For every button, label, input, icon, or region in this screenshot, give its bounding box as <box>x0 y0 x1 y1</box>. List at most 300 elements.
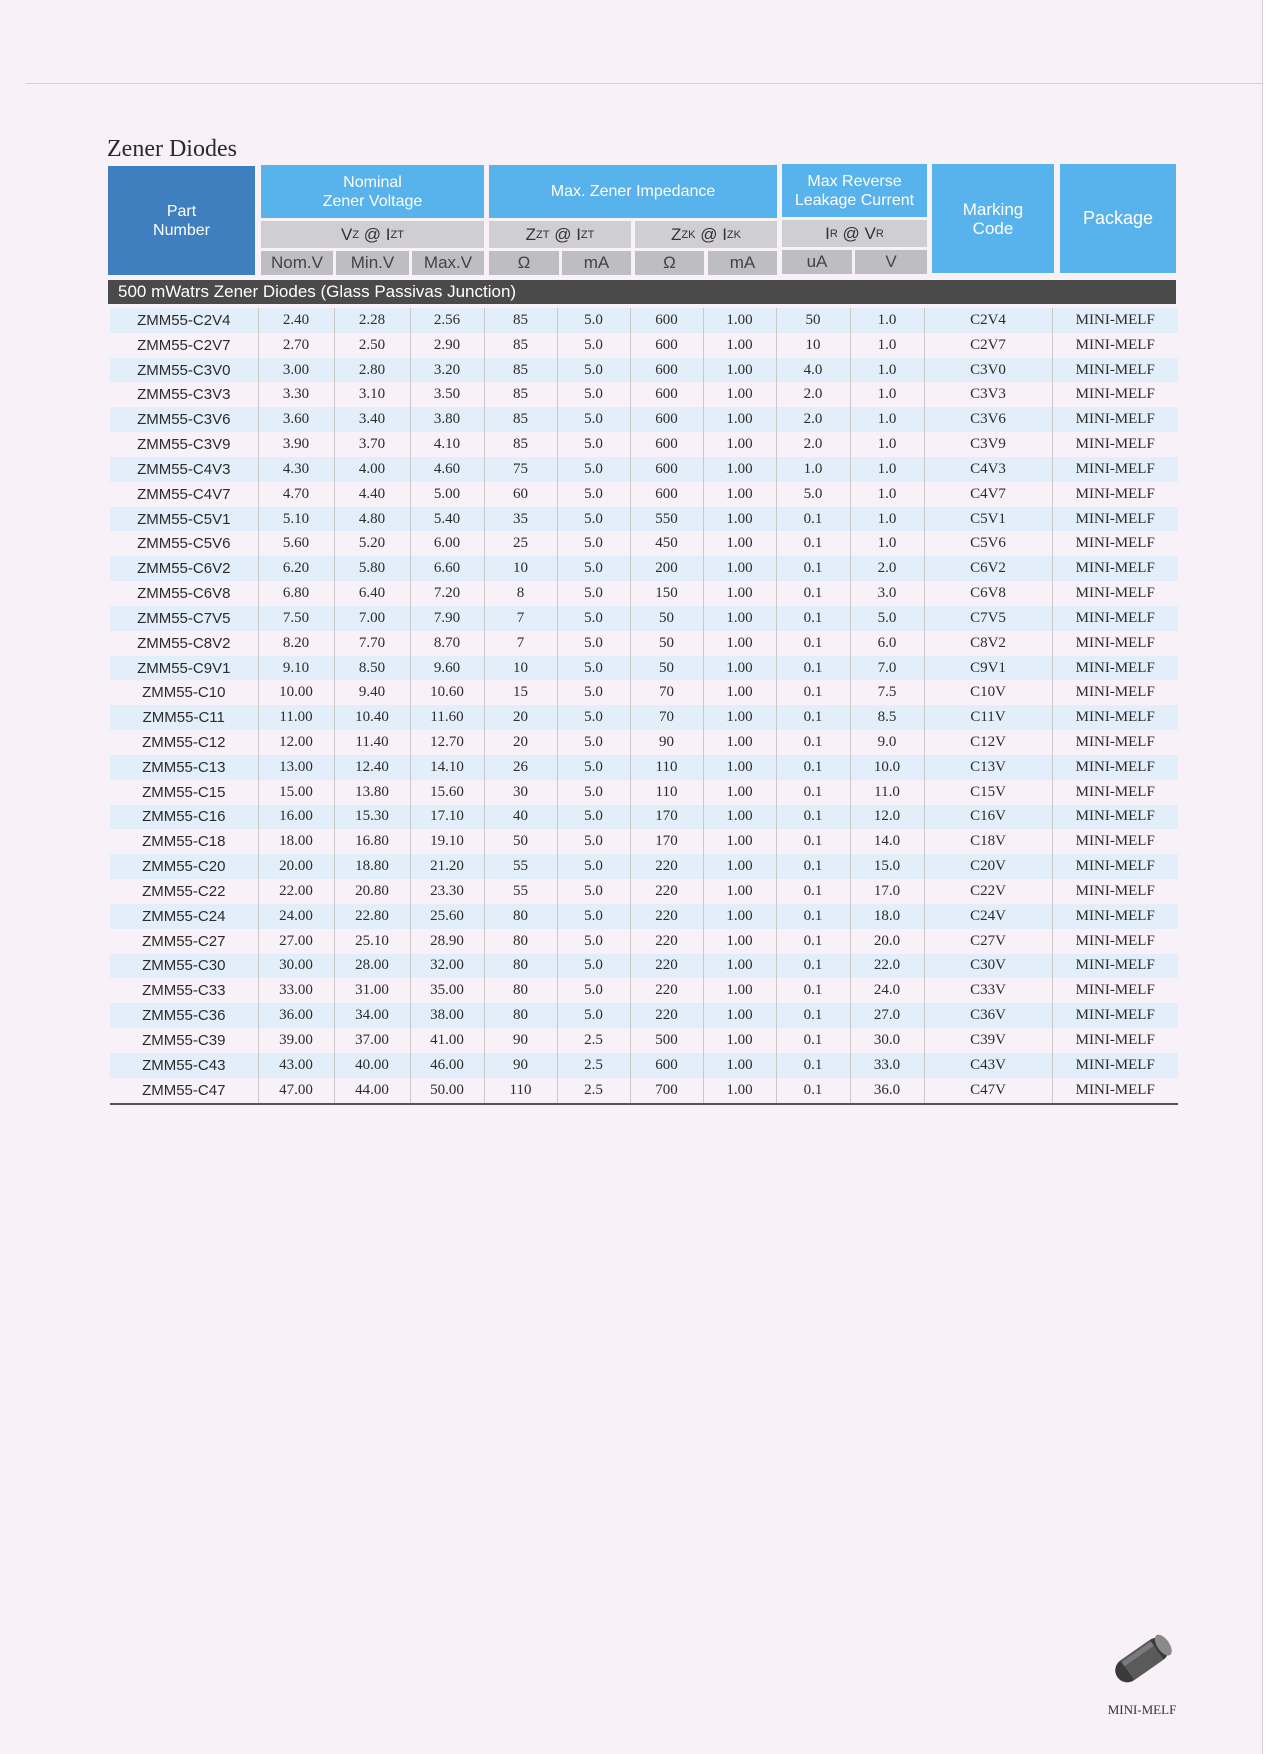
cell-nom-v: 3.60 <box>258 407 334 432</box>
cell-zzt-ma: 2.5 <box>557 1053 630 1078</box>
cell-vr-v: 8.5 <box>850 705 924 730</box>
header-package: Package <box>1060 164 1176 273</box>
cell-nom-v: 20.00 <box>258 854 334 879</box>
cell-zzk-ohm: 220 <box>630 929 703 954</box>
cell-max-v: 21.20 <box>410 854 484 879</box>
cell-part-number: ZMM55-C8V2 <box>110 631 258 656</box>
cell-part-number: ZMM55-C3V9 <box>110 432 258 457</box>
cell-nom-v: 13.00 <box>258 755 334 780</box>
cell-nom-v: 4.30 <box>258 457 334 482</box>
cell-marking-code: C27V <box>924 929 1052 954</box>
table-row <box>110 358 1178 383</box>
cell-ir-ua: 0.1 <box>776 780 850 805</box>
cell-zzt-ma: 2.5 <box>557 1028 630 1053</box>
cell-nom-v: 39.00 <box>258 1028 334 1053</box>
cell-zzk-ma: 1.00 <box>703 879 776 904</box>
cell-part-number: ZMM55-C16 <box>110 805 258 830</box>
table-row <box>110 829 1178 854</box>
cell-part-number: ZMM55-C3V0 <box>110 358 258 383</box>
cell-marking-code: C7V5 <box>924 606 1052 631</box>
cell-zzk-ma: 1.00 <box>703 581 776 606</box>
cell-zzk-ohm: 600 <box>630 333 703 358</box>
table-row <box>110 680 1178 705</box>
cell-ir-ua: 0.1 <box>776 606 850 631</box>
cell-min-v: 34.00 <box>334 1003 410 1028</box>
cell-vr-v: 1.0 <box>850 358 924 383</box>
cell-nom-v: 12.00 <box>258 730 334 755</box>
cell-vr-v: 5.0 <box>850 606 924 631</box>
unit-zzt-ohm: Ω <box>489 251 559 275</box>
cell-zzk-ma: 1.00 <box>703 705 776 730</box>
table-row <box>110 531 1178 556</box>
cell-nom-v: 11.00 <box>258 705 334 730</box>
cell-marking-code: C10V <box>924 680 1052 705</box>
cell-nom-v: 43.00 <box>258 1053 334 1078</box>
cell-zzt-ma: 5.0 <box>557 879 630 904</box>
cell-package: MINI-MELF <box>1052 308 1178 333</box>
cell-package: MINI-MELF <box>1052 755 1178 780</box>
cell-part-number: ZMM55-C18 <box>110 829 258 854</box>
cell-ir-ua: 5.0 <box>776 482 850 507</box>
cell-zzt-ma: 5.0 <box>557 854 630 879</box>
cell-zzk-ma: 1.00 <box>703 829 776 854</box>
cell-zzk-ohm: 600 <box>630 308 703 333</box>
cell-max-v: 38.00 <box>410 1003 484 1028</box>
table-row <box>110 432 1178 457</box>
cell-zzk-ma: 1.00 <box>703 358 776 383</box>
cell-zzt-ma: 5.0 <box>557 904 630 929</box>
cell-zzt-ma: 5.0 <box>557 333 630 358</box>
cell-part-number: ZMM55-C13 <box>110 755 258 780</box>
cell-max-v: 28.90 <box>410 929 484 954</box>
cell-marking-code: C33V <box>924 978 1052 1003</box>
cell-max-v: 6.00 <box>410 531 484 556</box>
cell-vr-v: 1.0 <box>850 308 924 333</box>
cell-part-number: ZMM55-C15 <box>110 780 258 805</box>
cell-zzt-ohm: 85 <box>484 358 557 383</box>
cell-marking-code: C2V4 <box>924 308 1052 333</box>
table-row <box>110 556 1178 581</box>
table-row <box>110 333 1178 358</box>
cell-vr-v: 15.0 <box>850 854 924 879</box>
cell-zzt-ohm: 85 <box>484 382 557 407</box>
cell-ir-ua: 0.1 <box>776 1003 850 1028</box>
cell-zzt-ohm: 75 <box>484 457 557 482</box>
cell-nom-v: 2.40 <box>258 308 334 333</box>
cell-max-v: 32.00 <box>410 954 484 979</box>
table-row <box>110 631 1178 656</box>
cell-nom-v: 24.00 <box>258 904 334 929</box>
cell-max-v: 7.20 <box>410 581 484 606</box>
cell-zzt-ohm: 26 <box>484 755 557 780</box>
cell-ir-ua: 0.1 <box>776 1078 850 1104</box>
cell-vr-v: 11.0 <box>850 780 924 805</box>
cell-max-v: 3.50 <box>410 382 484 407</box>
cell-ir-ua: 0.1 <box>776 755 850 780</box>
cell-max-v: 9.60 <box>410 656 484 681</box>
cell-part-number: ZMM55-C24 <box>110 904 258 929</box>
cell-min-v: 7.00 <box>334 606 410 631</box>
cell-max-v: 2.56 <box>410 308 484 333</box>
cell-max-v: 35.00 <box>410 978 484 1003</box>
cell-zzt-ma: 5.0 <box>557 730 630 755</box>
cell-min-v: 9.40 <box>334 680 410 705</box>
cell-ir-ua: 4.0 <box>776 358 850 383</box>
table-row <box>110 854 1178 879</box>
cell-zzt-ma: 5.0 <box>557 432 630 457</box>
cell-marking-code: C3V3 <box>924 382 1052 407</box>
cell-zzk-ma: 1.00 <box>703 805 776 830</box>
cell-vr-v: 30.0 <box>850 1028 924 1053</box>
cell-marking-code: C18V <box>924 829 1052 854</box>
cell-max-v: 7.90 <box>410 606 484 631</box>
cell-marking-code: C15V <box>924 780 1052 805</box>
cell-zzt-ohm: 55 <box>484 854 557 879</box>
cell-package: MINI-MELF <box>1052 780 1178 805</box>
cell-package: MINI-MELF <box>1052 904 1178 929</box>
unit-zzt-ma: mA <box>562 251 631 275</box>
cell-part-number: ZMM55-C36 <box>110 1003 258 1028</box>
table-row <box>110 1028 1178 1053</box>
cell-max-v: 15.60 <box>410 780 484 805</box>
cell-marking-code: C8V2 <box>924 631 1052 656</box>
cell-min-v: 12.40 <box>334 755 410 780</box>
cell-zzk-ohm: 220 <box>630 879 703 904</box>
cell-ir-ua: 0.1 <box>776 854 850 879</box>
cell-part-number: ZMM55-C33 <box>110 978 258 1003</box>
table-row <box>110 904 1178 929</box>
cell-ir-ua: 0.1 <box>776 978 850 1003</box>
cell-zzk-ma: 1.00 <box>703 730 776 755</box>
cell-marking-code: C9V1 <box>924 656 1052 681</box>
cell-part-number: ZMM55-C47 <box>110 1078 258 1104</box>
cell-vr-v: 33.0 <box>850 1053 924 1078</box>
cell-zzk-ohm: 220 <box>630 854 703 879</box>
cell-zzk-ma: 1.00 <box>703 556 776 581</box>
cell-zzt-ohm: 80 <box>484 904 557 929</box>
cell-vr-v: 1.0 <box>850 432 924 457</box>
cell-ir-ua: 0.1 <box>776 705 850 730</box>
cell-min-v: 13.80 <box>334 780 410 805</box>
cell-zzt-ohm: 80 <box>484 954 557 979</box>
cell-zzk-ma: 1.00 <box>703 631 776 656</box>
cell-zzk-ohm: 600 <box>630 432 703 457</box>
cell-max-v: 12.70 <box>410 730 484 755</box>
cell-zzt-ohm: 90 <box>484 1028 557 1053</box>
cell-ir-ua: 0.1 <box>776 805 850 830</box>
cell-zzk-ma: 1.00 <box>703 432 776 457</box>
cell-zzk-ma: 1.00 <box>703 755 776 780</box>
cell-nom-v: 33.00 <box>258 978 334 1003</box>
cell-max-v: 4.60 <box>410 457 484 482</box>
cell-package: MINI-MELF <box>1052 407 1178 432</box>
cell-max-v: 2.90 <box>410 333 484 358</box>
cell-zzt-ohm: 90 <box>484 1053 557 1078</box>
cell-zzt-ohm: 8 <box>484 581 557 606</box>
cell-marking-code: C11V <box>924 705 1052 730</box>
cell-nom-v: 4.70 <box>258 482 334 507</box>
cell-package: MINI-MELF <box>1052 382 1178 407</box>
cell-zzk-ma: 1.00 <box>703 1003 776 1028</box>
cell-min-v: 18.80 <box>334 854 410 879</box>
mini-melf-diode-image <box>1102 1630 1182 1690</box>
cell-vr-v: 17.0 <box>850 879 924 904</box>
table-row <box>110 482 1178 507</box>
unit-nom-v: Nom.V <box>261 251 333 275</box>
table-row <box>110 730 1178 755</box>
cell-zzt-ohm: 20 <box>484 730 557 755</box>
cell-zzk-ohm: 220 <box>630 954 703 979</box>
cell-marking-code: C6V2 <box>924 556 1052 581</box>
cell-zzt-ma: 5.0 <box>557 1003 630 1028</box>
cell-zzk-ma: 1.00 <box>703 1078 776 1104</box>
cell-zzt-ma: 5.0 <box>557 656 630 681</box>
cell-package: MINI-MELF <box>1052 879 1178 904</box>
cell-min-v: 25.10 <box>334 929 410 954</box>
cell-package: MINI-MELF <box>1052 482 1178 507</box>
cell-min-v: 40.00 <box>334 1053 410 1078</box>
table-row <box>110 407 1178 432</box>
cell-vr-v: 20.0 <box>850 929 924 954</box>
cell-min-v: 28.00 <box>334 954 410 979</box>
header-marking-code: Marking Code <box>932 164 1054 273</box>
cell-zzk-ohm: 200 <box>630 556 703 581</box>
cell-marking-code: C36V <box>924 1003 1052 1028</box>
cell-vr-v: 7.5 <box>850 680 924 705</box>
cell-ir-ua: 0.1 <box>776 730 850 755</box>
header-leakage-current: Max Reverse Leakage Current <box>782 164 927 217</box>
page-edge <box>1262 0 1275 1754</box>
cell-zzt-ma: 5.0 <box>557 581 630 606</box>
table-row <box>110 954 1178 979</box>
cell-max-v: 46.00 <box>410 1053 484 1078</box>
cell-ir-ua: 1.0 <box>776 457 850 482</box>
cell-package: MINI-MELF <box>1052 432 1178 457</box>
cell-zzt-ma: 5.0 <box>557 978 630 1003</box>
cell-vr-v: 1.0 <box>850 333 924 358</box>
cell-max-v: 4.10 <box>410 432 484 457</box>
table-row <box>110 1053 1178 1078</box>
cell-zzt-ma: 5.0 <box>557 308 630 333</box>
cell-vr-v: 2.0 <box>850 556 924 581</box>
cell-min-v: 15.30 <box>334 805 410 830</box>
cell-ir-ua: 0.1 <box>776 929 850 954</box>
cell-zzt-ma: 5.0 <box>557 805 630 830</box>
cell-min-v: 10.40 <box>334 705 410 730</box>
cell-min-v: 2.80 <box>334 358 410 383</box>
table-row <box>110 929 1178 954</box>
cell-nom-v: 6.80 <box>258 581 334 606</box>
cell-package: MINI-MELF <box>1052 854 1178 879</box>
cell-zzt-ma: 5.0 <box>557 407 630 432</box>
cell-marking-code: C20V <box>924 854 1052 879</box>
cell-min-v: 22.80 <box>334 904 410 929</box>
cell-max-v: 6.60 <box>410 556 484 581</box>
cell-part-number: ZMM55-C9V1 <box>110 656 258 681</box>
cell-zzk-ohm: 600 <box>630 1053 703 1078</box>
cell-package: MINI-MELF <box>1052 829 1178 854</box>
cell-nom-v: 3.30 <box>258 382 334 407</box>
cell-package: MINI-MELF <box>1052 631 1178 656</box>
cell-zzt-ma: 5.0 <box>557 755 630 780</box>
cell-min-v: 37.00 <box>334 1028 410 1053</box>
cell-zzt-ma: 5.0 <box>557 954 630 979</box>
table-row <box>110 1078 1178 1104</box>
cell-part-number: ZMM55-C30 <box>110 954 258 979</box>
cell-zzt-ohm: 7 <box>484 606 557 631</box>
cell-vr-v: 36.0 <box>850 1078 924 1104</box>
table-row <box>110 581 1178 606</box>
cell-zzt-ma: 5.0 <box>557 705 630 730</box>
cell-zzt-ohm: 20 <box>484 705 557 730</box>
cell-max-v: 25.60 <box>410 904 484 929</box>
cell-nom-v: 15.00 <box>258 780 334 805</box>
cell-max-v: 17.10 <box>410 805 484 830</box>
cell-zzk-ma: 1.00 <box>703 382 776 407</box>
cell-zzt-ohm: 85 <box>484 432 557 457</box>
cell-vr-v: 22.0 <box>850 954 924 979</box>
cell-nom-v: 10.00 <box>258 680 334 705</box>
cell-vr-v: 1.0 <box>850 457 924 482</box>
cell-zzk-ma: 1.00 <box>703 904 776 929</box>
cell-min-v: 7.70 <box>334 631 410 656</box>
cell-marking-code: C43V <box>924 1053 1052 1078</box>
cell-marking-code: C16V <box>924 805 1052 830</box>
cell-vr-v: 1.0 <box>850 482 924 507</box>
table-row <box>110 382 1178 407</box>
cell-nom-v: 8.20 <box>258 631 334 656</box>
cell-nom-v: 27.00 <box>258 929 334 954</box>
cell-part-number: ZMM55-C27 <box>110 929 258 954</box>
cell-zzk-ohm: 110 <box>630 755 703 780</box>
cell-vr-v: 3.0 <box>850 581 924 606</box>
cell-min-v: 2.28 <box>334 308 410 333</box>
cell-part-number: ZMM55-C11 <box>110 705 258 730</box>
cell-vr-v: 18.0 <box>850 904 924 929</box>
cell-part-number: ZMM55-C7V5 <box>110 606 258 631</box>
cell-package: MINI-MELF <box>1052 457 1178 482</box>
cell-part-number: ZMM55-C20 <box>110 854 258 879</box>
cell-vr-v: 1.0 <box>850 507 924 532</box>
cell-min-v: 3.40 <box>334 407 410 432</box>
cell-zzk-ohm: 50 <box>630 631 703 656</box>
cell-vr-v: 10.0 <box>850 755 924 780</box>
cell-package: MINI-MELF <box>1052 1028 1178 1053</box>
cell-marking-code: C4V3 <box>924 457 1052 482</box>
cell-zzk-ma: 1.00 <box>703 531 776 556</box>
cell-ir-ua: 0.1 <box>776 1028 850 1053</box>
cell-ir-ua: 0.1 <box>776 954 850 979</box>
cell-nom-v: 2.70 <box>258 333 334 358</box>
cell-ir-ua: 0.1 <box>776 680 850 705</box>
cell-zzk-ma: 1.00 <box>703 780 776 805</box>
cell-zzt-ma: 5.0 <box>557 606 630 631</box>
cell-ir-ua: 0.1 <box>776 556 850 581</box>
cell-zzt-ma: 5.0 <box>557 531 630 556</box>
cell-zzt-ohm: 35 <box>484 507 557 532</box>
cell-zzt-ohm: 25 <box>484 531 557 556</box>
cell-zzt-ohm: 10 <box>484 656 557 681</box>
cell-min-v: 5.80 <box>334 556 410 581</box>
cell-ir-ua: 10 <box>776 333 850 358</box>
unit-vr-v: V <box>855 250 927 274</box>
cell-min-v: 4.40 <box>334 482 410 507</box>
cell-vr-v: 1.0 <box>850 382 924 407</box>
cell-nom-v: 22.00 <box>258 879 334 904</box>
package-caption: MINI-MELF <box>1107 1702 1177 1717</box>
cell-max-v: 3.80 <box>410 407 484 432</box>
cell-vr-v: 9.0 <box>850 730 924 755</box>
cell-package: MINI-MELF <box>1052 581 1178 606</box>
cell-min-v: 3.70 <box>334 432 410 457</box>
cell-vr-v: 24.0 <box>850 978 924 1003</box>
cell-zzk-ohm: 110 <box>630 780 703 805</box>
cell-part-number: ZMM55-C2V4 <box>110 308 258 333</box>
page-title: Zener Diodes <box>107 136 237 162</box>
cell-part-number: ZMM55-C4V3 <box>110 457 258 482</box>
cell-zzk-ma: 1.00 <box>703 507 776 532</box>
cell-zzk-ohm: 600 <box>630 457 703 482</box>
cell-zzk-ma: 1.00 <box>703 854 776 879</box>
cell-min-v: 6.40 <box>334 581 410 606</box>
unit-zzk-ohm: Ω <box>635 251 704 275</box>
unit-max-v: Max.V <box>412 251 484 275</box>
cell-max-v: 5.40 <box>410 507 484 532</box>
cell-min-v: 4.80 <box>334 507 410 532</box>
cell-package: MINI-MELF <box>1052 333 1178 358</box>
cell-package: MINI-MELF <box>1052 1003 1178 1028</box>
cell-vr-v: 12.0 <box>850 805 924 830</box>
table-row <box>110 656 1178 681</box>
table-row <box>110 978 1178 1003</box>
cell-zzk-ohm: 50 <box>630 606 703 631</box>
cell-marking-code: C47V <box>924 1078 1052 1104</box>
cell-ir-ua: 0.1 <box>776 904 850 929</box>
cell-zzk-ohm: 170 <box>630 805 703 830</box>
cell-zzt-ma: 5.0 <box>557 780 630 805</box>
cell-min-v: 2.50 <box>334 333 410 358</box>
cell-zzk-ma: 1.00 <box>703 978 776 1003</box>
cell-ir-ua: 2.0 <box>776 407 850 432</box>
cell-marking-code: C4V7 <box>924 482 1052 507</box>
cell-ir-ua: 0.1 <box>776 829 850 854</box>
cell-marking-code: C3V6 <box>924 407 1052 432</box>
cell-package: MINI-MELF <box>1052 507 1178 532</box>
cell-zzt-ma: 5.0 <box>557 929 630 954</box>
cell-zzk-ma: 1.00 <box>703 929 776 954</box>
cell-zzk-ma: 1.00 <box>703 1028 776 1053</box>
cell-zzk-ohm: 700 <box>630 1078 703 1104</box>
cell-package: MINI-MELF <box>1052 531 1178 556</box>
cell-vr-v: 7.0 <box>850 656 924 681</box>
cell-ir-ua: 0.1 <box>776 507 850 532</box>
cell-part-number: ZMM55-C3V3 <box>110 382 258 407</box>
cell-zzt-ohm: 80 <box>484 978 557 1003</box>
cell-zzt-ohm: 85 <box>484 333 557 358</box>
cell-part-number: ZMM55-C3V6 <box>110 407 258 432</box>
cell-part-number: ZMM55-C12 <box>110 730 258 755</box>
cell-zzk-ohm: 600 <box>630 358 703 383</box>
cell-part-number: ZMM55-C10 <box>110 680 258 705</box>
table-row <box>110 879 1178 904</box>
cell-zzk-ma: 1.00 <box>703 308 776 333</box>
cell-zzk-ohm: 150 <box>630 581 703 606</box>
unit-ir-ua: uA <box>782 250 852 274</box>
cell-marking-code: C12V <box>924 730 1052 755</box>
cell-nom-v: 7.50 <box>258 606 334 631</box>
cell-package: MINI-MELF <box>1052 705 1178 730</box>
cell-ir-ua: 0.1 <box>776 879 850 904</box>
